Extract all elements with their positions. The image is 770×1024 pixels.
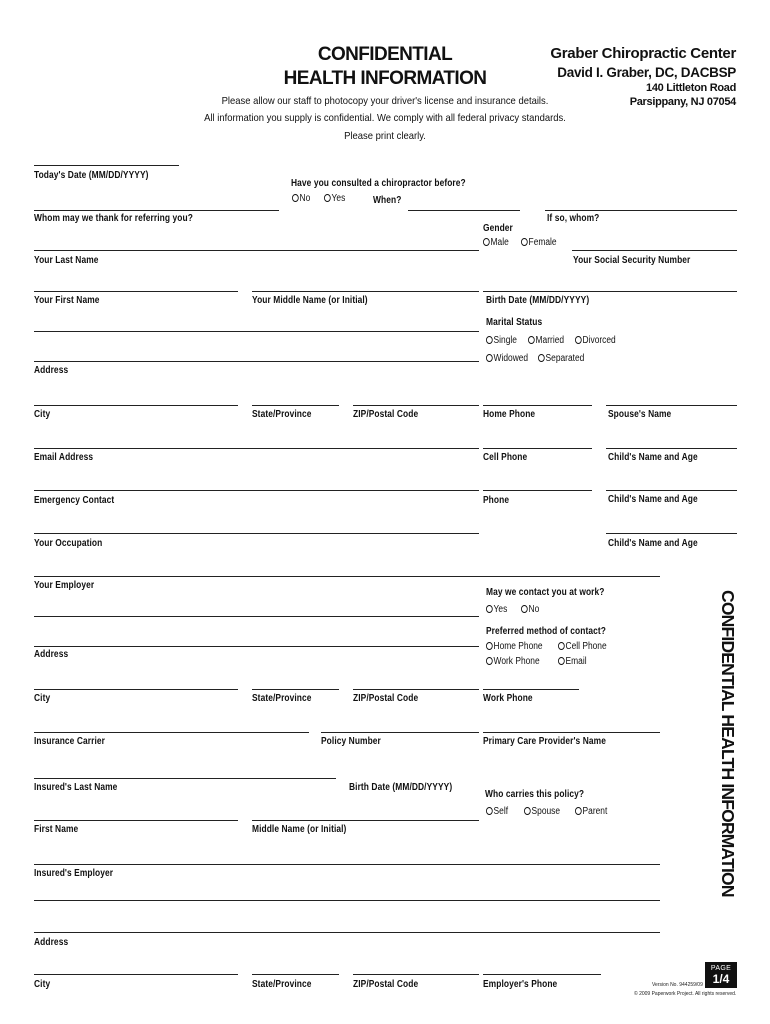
insured-employer-zip-field[interactable] bbox=[353, 974, 479, 975]
insured-employer-zip-label: ZIP/Postal Code bbox=[353, 979, 419, 990]
gender-female-option[interactable]: Female bbox=[521, 237, 557, 248]
address-line2-field[interactable] bbox=[34, 361, 479, 362]
contact-work-no-option[interactable]: No bbox=[521, 604, 539, 615]
insured-employer-address-line1-field[interactable] bbox=[34, 900, 660, 901]
pcp-name-label: Primary Care Provider's Name bbox=[483, 736, 606, 747]
work-phone-label: Work Phone bbox=[483, 693, 533, 704]
cell-phone-field[interactable] bbox=[483, 448, 592, 449]
insured-first-name-field[interactable] bbox=[34, 820, 238, 821]
radio-icon bbox=[521, 605, 528, 613]
last-name-label: Your Last Name bbox=[34, 255, 99, 266]
insured-employer-state-field[interactable] bbox=[252, 974, 339, 975]
copyright-text: © 2009 Paperwork Project. All rights reserved. bbox=[634, 991, 737, 997]
radio-icon bbox=[528, 336, 535, 344]
cell-phone-label: Cell Phone bbox=[483, 452, 528, 463]
employer-name-field[interactable] bbox=[34, 576, 660, 577]
ssn-field[interactable] bbox=[572, 250, 737, 251]
child3-label: Child's Name and Age bbox=[608, 538, 698, 549]
birth-date-label: Birth Date (MM/DD/YYYY) bbox=[486, 295, 590, 306]
radio-icon bbox=[558, 657, 565, 665]
child1-field[interactable] bbox=[606, 448, 737, 449]
insured-last-name-label: Insured's Last Name bbox=[34, 782, 118, 793]
side-title: CONFIDENTIAL HEALTH INFORMATION bbox=[718, 590, 738, 897]
home-phone-field[interactable] bbox=[483, 405, 592, 406]
who-carries-question: Who carries this policy? bbox=[485, 789, 585, 800]
referral-label: Whom may we thank for referring you? bbox=[34, 213, 193, 224]
carrier-parent-option[interactable]: Parent bbox=[575, 806, 607, 817]
preferred-work-phone-option[interactable]: Work Phone bbox=[486, 656, 540, 667]
employer-city-label: City bbox=[34, 693, 51, 704]
practice-address-line2: Parsippany, NJ 07054 bbox=[629, 96, 736, 108]
spouse-name-field[interactable] bbox=[606, 405, 737, 406]
intro-line1: Please allow our staff to photocopy your driver's license and insurance details. bbox=[221, 95, 549, 107]
form-title-line2: HEALTH INFORMATION bbox=[283, 68, 487, 89]
work-phone-field[interactable] bbox=[483, 689, 579, 690]
insured-employer-label: Insured's Employer bbox=[34, 868, 114, 879]
page-label: PAGE bbox=[710, 965, 732, 972]
intro-line2: All information you supply is confidential. We comply with all federal privacy standards. bbox=[204, 112, 566, 124]
marital-divorced-option[interactable]: Divorced bbox=[575, 335, 616, 346]
address-label: Address bbox=[34, 365, 69, 376]
marital-married-option[interactable]: Married bbox=[528, 335, 564, 346]
emergency-phone-field[interactable] bbox=[483, 490, 592, 491]
radio-icon bbox=[575, 336, 582, 344]
marital-single-option[interactable]: Single bbox=[486, 335, 517, 346]
emergency-contact-label: Emergency Contact bbox=[34, 495, 115, 506]
preferred-home-phone-option[interactable]: Home Phone bbox=[486, 641, 543, 652]
page-number: 1/4 bbox=[712, 972, 730, 986]
zip-label: ZIP/Postal Code bbox=[353, 409, 419, 420]
insurance-carrier-label: Insurance Carrier bbox=[34, 736, 106, 747]
policy-number-field[interactable] bbox=[321, 732, 479, 733]
when-field[interactable] bbox=[408, 210, 520, 211]
insured-employer-state-label: State/Province bbox=[252, 979, 312, 990]
first-name-field[interactable] bbox=[34, 291, 238, 292]
employer-city-field[interactable] bbox=[34, 689, 238, 690]
employer-label: Your Employer bbox=[34, 580, 95, 591]
intro-line3: Please print clearly. bbox=[344, 130, 426, 142]
preferred-cell-phone-option[interactable]: Cell Phone bbox=[558, 641, 607, 652]
insured-birth-date-label: Birth Date (MM/DD/YYYY) bbox=[349, 782, 453, 793]
child2-label: Child's Name and Age bbox=[608, 494, 698, 505]
radio-icon bbox=[292, 194, 299, 202]
state-label: State/Province bbox=[252, 409, 312, 420]
insured-employer-address-line2-field[interactable] bbox=[34, 932, 660, 933]
radio-icon bbox=[575, 807, 582, 815]
city-label: City bbox=[34, 409, 51, 420]
radio-icon bbox=[486, 642, 493, 650]
insured-last-name-field[interactable] bbox=[34, 778, 336, 779]
marital-status-label: Marital Status bbox=[486, 317, 543, 328]
todays-date-label: Today's Date (MM/DD/YYYY) bbox=[34, 170, 149, 181]
when-label: When? bbox=[373, 195, 402, 206]
if-so-whom-field[interactable] bbox=[545, 210, 737, 211]
employer-phone-field[interactable] bbox=[483, 974, 601, 975]
radio-icon bbox=[521, 238, 528, 246]
middle-name-label: Your Middle Name (or Initial) bbox=[252, 295, 368, 306]
radio-icon bbox=[558, 642, 565, 650]
insured-employer-field[interactable] bbox=[34, 864, 660, 865]
middle-name-field[interactable] bbox=[252, 291, 479, 292]
radio-icon bbox=[324, 194, 331, 202]
marital-separated-option[interactable]: Separated bbox=[538, 353, 584, 364]
state-field[interactable] bbox=[252, 405, 339, 406]
radio-icon bbox=[538, 354, 545, 362]
radio-icon bbox=[524, 807, 531, 815]
contact-work-yes-option[interactable]: Yes bbox=[486, 604, 507, 615]
practice-address-line1: 140 Littleton Road bbox=[646, 82, 736, 94]
insured-employer-city-field[interactable] bbox=[34, 974, 238, 975]
employer-address-label: Address bbox=[34, 649, 69, 660]
form-title-line1: CONFIDENTIAL bbox=[317, 44, 453, 65]
practice-name: Graber Chiropractic Center bbox=[550, 45, 736, 62]
city-field[interactable] bbox=[34, 405, 238, 406]
todays-date-field[interactable] bbox=[34, 165, 179, 166]
birth-date-field[interactable] bbox=[483, 291, 737, 292]
carrier-self-option[interactable]: Self bbox=[486, 806, 508, 817]
if-so-whom-label: If so, whom? bbox=[547, 213, 600, 224]
radio-icon bbox=[483, 238, 490, 246]
insured-middle-name-field[interactable] bbox=[252, 820, 479, 821]
preferred-email-option[interactable]: Email bbox=[558, 656, 587, 667]
consulted-question: Have you consulted a chiropractor before? bbox=[291, 178, 466, 189]
gender-label: Gender bbox=[483, 223, 513, 234]
radio-icon bbox=[486, 657, 493, 665]
child3-field[interactable] bbox=[606, 533, 737, 534]
pcp-name-field[interactable] bbox=[483, 732, 660, 733]
gender-male-option[interactable]: Male bbox=[483, 237, 509, 248]
email-label: Email Address bbox=[34, 452, 94, 463]
policy-number-label: Policy Number bbox=[321, 736, 381, 747]
ssn-label: Your Social Security Number bbox=[573, 255, 691, 266]
employer-zip-label: ZIP/Postal Code bbox=[353, 693, 419, 704]
emergency-contact-field[interactable] bbox=[34, 490, 479, 491]
doctor-name: David I. Graber, DC, DACBSP bbox=[557, 65, 736, 80]
consulted-no-option[interactable]: No bbox=[292, 193, 310, 204]
email-field[interactable] bbox=[34, 448, 479, 449]
child1-label: Child's Name and Age bbox=[608, 452, 698, 463]
insured-employer-city-label: City bbox=[34, 979, 51, 990]
referral-field[interactable] bbox=[34, 210, 279, 211]
employer-state-field[interactable] bbox=[252, 689, 339, 690]
insured-first-name-label: First Name bbox=[34, 824, 79, 835]
consulted-yes-option[interactable]: Yes bbox=[324, 193, 345, 204]
occupation-field[interactable] bbox=[34, 533, 479, 534]
employer-phone-label: Employer's Phone bbox=[483, 979, 558, 990]
carrier-spouse-option[interactable]: Spouse bbox=[524, 806, 560, 817]
contact-at-work-question: May we contact you at work? bbox=[486, 587, 605, 598]
home-phone-label: Home Phone bbox=[483, 409, 536, 420]
version-text: Version No. 944259/09 bbox=[652, 982, 703, 988]
radio-icon bbox=[486, 354, 493, 362]
employer-zip-field[interactable] bbox=[353, 689, 479, 690]
employer-address-line1-field[interactable] bbox=[34, 616, 479, 617]
zip-field[interactable] bbox=[353, 405, 479, 406]
address-line1-field[interactable] bbox=[34, 331, 479, 332]
radio-icon bbox=[486, 336, 493, 344]
child2-field[interactable] bbox=[606, 490, 737, 491]
last-name-field[interactable] bbox=[34, 250, 479, 251]
first-name-label: Your First Name bbox=[34, 295, 100, 306]
spouse-name-label: Spouse's Name bbox=[608, 409, 672, 420]
insured-employer-address-label: Address bbox=[34, 937, 69, 948]
emergency-phone-label: Phone bbox=[483, 495, 510, 506]
employer-state-label: State/Province bbox=[252, 693, 312, 704]
insurance-carrier-field[interactable] bbox=[34, 732, 309, 733]
employer-address-line2-field[interactable] bbox=[34, 646, 479, 647]
marital-widowed-option[interactable]: Widowed bbox=[486, 353, 528, 364]
page-indicator bbox=[705, 962, 737, 988]
insured-middle-name-label: Middle Name (or Initial) bbox=[252, 824, 347, 835]
radio-icon bbox=[486, 605, 493, 613]
occupation-label: Your Occupation bbox=[34, 538, 103, 549]
preferred-contact-question: Preferred method of contact? bbox=[486, 626, 606, 637]
radio-icon bbox=[486, 807, 493, 815]
